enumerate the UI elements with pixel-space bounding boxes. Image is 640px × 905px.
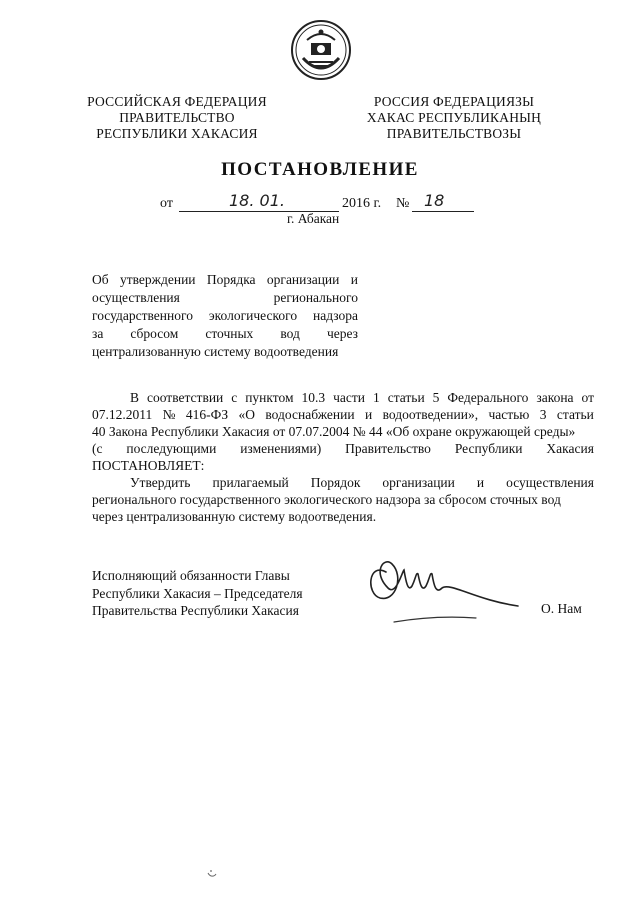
word: «О [238,407,255,422]
header-right-line: ХАКАС РЕСПУБЛИКАНЫҢ [366,110,542,125]
subject-line [92,289,358,307]
subject-line [92,325,358,343]
word: сбросом [130,326,179,341]
body-line [92,474,594,491]
city-label: г. Абакан [287,211,340,226]
stray-mark [205,868,219,882]
word: водоотведении», [382,407,479,422]
word: частью [488,407,530,422]
signatory-line: Исполняющий обязанности Главы [92,568,290,583]
word: прилагаемый [212,475,289,490]
word: части [333,390,366,405]
header-left [84,94,270,142]
signatory-line: Республики Хакасия – Председателя [92,585,303,601]
word: Правительство [345,441,431,456]
word: Утвердить [130,475,191,490]
subject-line [92,343,358,361]
handwritten-date: 18. 01. [229,191,285,210]
word: статьи [387,390,425,405]
word: организации [266,272,340,287]
header-right-line: ПРАВИТЕЛЬСТВОЗЫ [386,126,522,141]
word: сточных [205,326,254,341]
word: закона [536,390,574,405]
word: регионального [273,290,358,305]
word: через централизованную систему водоотведения. [92,509,377,524]
header-left-line: РЕСПУБЛИКИ ХАКАСИЯ [96,126,258,141]
word: 40 Закона Республики Хакасия от 07.07.2004 № 44 «Об охране окружающей среды» [92,424,576,439]
word: статьи [556,407,594,422]
body-line [92,508,594,525]
body-line [92,423,594,440]
body-line [92,491,594,508]
word: № [162,407,176,422]
date-prefix: от [160,196,173,211]
subject-line [92,271,358,289]
header-left-line: РОССИЙСКАЯ ФЕДЕРАЦИЯ [87,94,267,109]
word: регионального государственного экологического надзора за сбросом сточных вод [92,492,561,507]
word: организации [382,475,455,490]
word: за [92,326,104,341]
body-line [92,389,594,406]
date-year: 2016 г. [342,196,382,211]
header-right [362,94,546,142]
number-underline [412,211,474,212]
body-line [92,406,594,423]
word: утверждении [119,272,196,287]
word: 07.12.2011 [92,407,153,422]
word: ПОСТАНОВЛЯЕТ: [92,458,205,473]
word: и [364,407,373,422]
subject-block [92,271,358,361]
handwritten-number: 18 [424,191,445,210]
word: пунктом [245,390,294,405]
word: соответствии [146,390,224,405]
word: 3 [539,407,547,422]
word: осуществления [506,475,594,490]
word: осуществления [92,290,180,305]
word: Порядка [206,272,256,287]
word: Порядок [310,475,361,490]
number-sign: № [396,196,410,211]
word: вод [280,326,300,341]
subject-line [92,307,358,325]
document-title: ПОСТАНОВЛЕНИЕ [221,159,419,180]
body-line [92,440,594,457]
word: и [476,475,485,490]
signatory-line: Правительства Республики Хакасия [92,603,299,618]
word: (с [92,441,103,456]
header-right-line: РОССИЯ ФЕДЕРАЦИЯЗЫ [373,94,535,109]
word: 1 [372,390,380,405]
word: надзора [313,308,358,323]
word: и [350,272,358,287]
word: Об [92,272,109,287]
word: через [326,326,358,341]
word: В [130,390,140,405]
coat-of-arms-emblem [289,18,353,82]
handwritten-signature [358,542,528,632]
word: Хакасия [546,441,594,456]
word: изменениями) [240,441,322,456]
word: Федерального [447,390,529,405]
word: с [231,390,238,405]
body-text [92,389,594,525]
word: водоснабжении [265,407,355,422]
word: от [581,390,594,405]
word: 5 [432,390,440,405]
word: Республики [454,441,523,456]
word: централизованную систему водоотведения [92,344,339,359]
word: экологического [208,308,298,323]
word: 416-ФЗ [185,407,229,422]
word: 10.3 [301,390,326,405]
signatory-title [92,567,303,620]
header-left-line: ПРАВИТЕЛЬСТВО [119,110,235,125]
signatory-name: О. Нам [541,601,582,616]
word: государственного [92,308,193,323]
word: последующими [126,441,217,456]
body-line [92,457,594,474]
